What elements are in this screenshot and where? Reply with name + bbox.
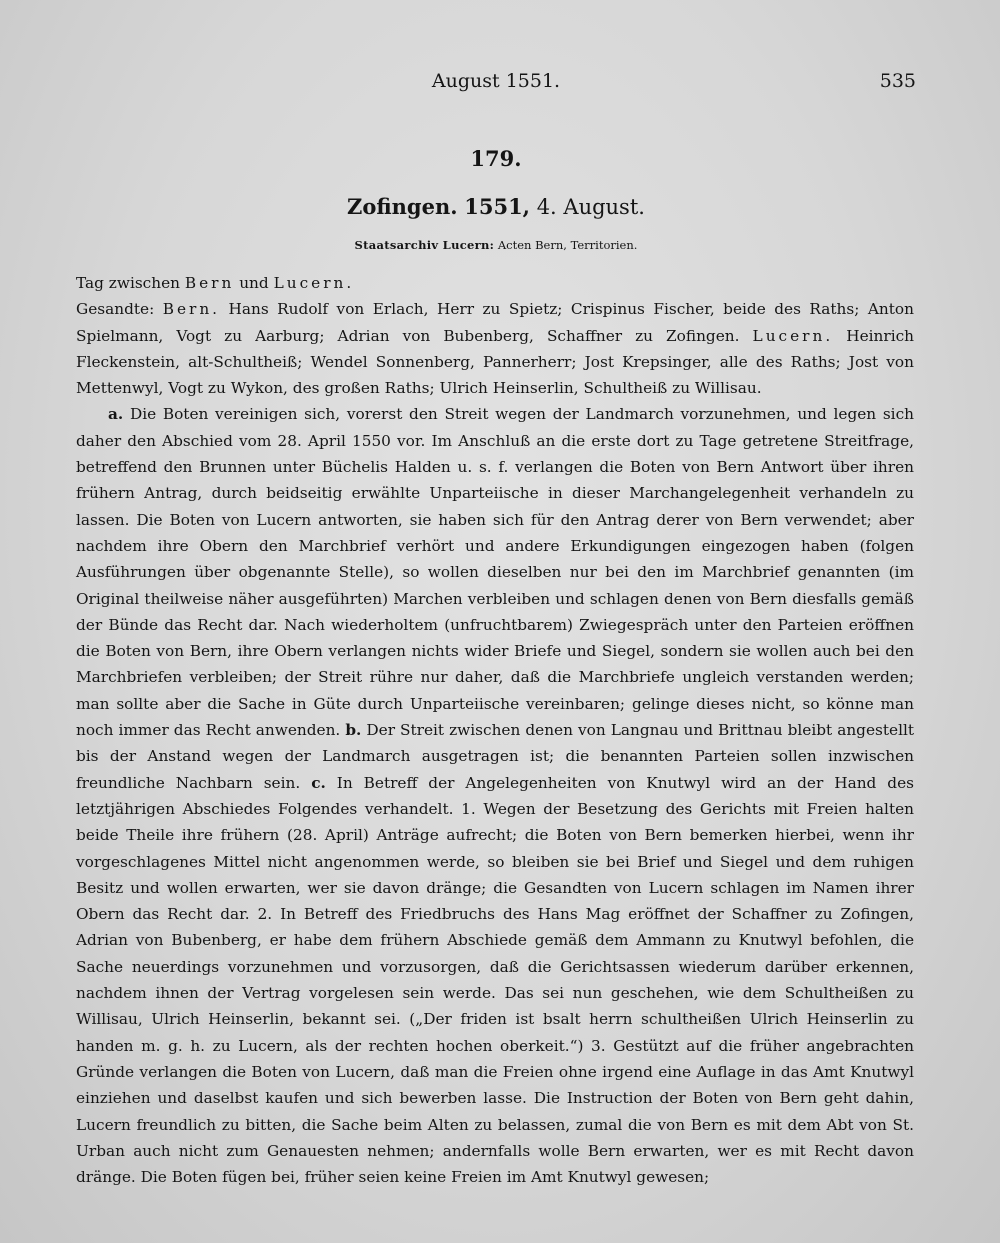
document-date: 4. August.: [536, 195, 645, 219]
document-body: [76, 270, 914, 1190]
intro-line: [76, 270, 914, 296]
section-a-text: Die Boten vereinigen sich, vorerst den Streit wegen der Landmarch vorzunehmen, und legen sich daher den Abschied vom 28. April 1550 vor. Im Anschluß an die erste dort zu Tage getretene Streitfrage, betreffend den Brunnen unter Büchelis Halden u. s. f. verlangen die Boten von Bern Antwort über ihren frühern Antrag, durch beidseitig erwählte Unparteiische in dieser Marchangelegenheit verhandeln zu lassen. Die Boten von Lucern antworten, sie haben sich für den Antrag derer von Bern verwendet; aber nachdem ihre Obern den Marchbrief verhört und andere Erkundigungen eingezogen haben (folgen Ausführungen über obgenannte Stelle), so wollen dieselben nur bei den im Marchbrief genannten (im Original theilweise näher ausgeführten) Marchen verbleiben und schlagen denen von Bern diesfalls gemäß der Bünde das Recht dar. Nach wiederholtem (unfruchtbarem) Zwiegespräch unter den Parteien eröffnen die Boten von Bern, ihre Obern verlangen nichts wider Briefe und Siegel, sondern sie wollen auch bei den Marchbriefen verbleiben; der Streit rühre nur daher, daß die Marchbriefe ungleich verstanden werden; man sollte aber die Sache in Güte durch Unparteiische vereinbaren; gelinge dieses nicht, so könne man noch immer das Recht anwenden.: [76, 405, 914, 740]
source-archive: Staatsarchiv Lucern:: [354, 238, 495, 252]
intro-end: .: [346, 274, 352, 292]
section-marker-c: c.: [311, 773, 326, 792]
section-marker-a: a.: [108, 405, 124, 424]
envoys-bern-text: Hans Rudolf von Erlach, Herr zu Spietz; Crispinus Fischer, beide des Raths; Anton Spielmann, Vogt zu Aarburg; Adrian von Bubenberg, Schaffner zu Zofingen.: [76, 300, 914, 345]
envoys-paragraph: [76, 296, 914, 401]
document-place: Zofingen.: [347, 194, 458, 219]
document-title: [76, 194, 916, 219]
envoys-bern-label: Bern.: [162, 300, 221, 319]
section-marker-b: b.: [345, 721, 362, 740]
envoys-lucern-label: Lucern.: [752, 326, 834, 345]
intro-lucern: Lucern: [273, 274, 347, 292]
envoys-pre: Gesandte:: [76, 300, 163, 319]
page-number: 535: [879, 70, 916, 92]
running-head-title: August 1551.: [431, 70, 561, 92]
intro-mid: und: [234, 274, 274, 292]
document-number: 179.: [470, 146, 522, 171]
section-b-text: Der Streit zwischen denen von Langnau und Brittnau bleibt angestellt bis der Anstand wegen der Landmarch ausgetragen ist; die benannten Parteien sollen inzwischen freundliche Nachbarn sein.: [76, 721, 914, 792]
source-detail: Acten Bern, Territorien.: [497, 238, 638, 252]
running-head: [76, 70, 916, 100]
main-paragraph: [76, 401, 914, 1190]
section-c-text: In Betreff der Angelegenheiten von Knutwyl wird an der Hand des letztjährigen Abschiedes Folgendes verhandelt. 1. Wegen der Besetzung des Gerichts mit Freien halten beide Theile ihre frühern (28. April) Anträge aufrecht; die Boten von Bern bemerken hierbei, wenn ihr vorgeschlagenes Mittel nicht angenommen werde, so bleiben sie bei Brief und Siegel und dem ruhigen Besitz und wollen erwarten, wer sie davon dränge; die Gesandten von Lucern schlagen im Namen ihrer Obern das Recht dar. 2. In Betreff des Friedbruchs des Hans Mag eröffnet der Schaffner zu Zofingen, Adrian von Bubenberg, er habe dem frühern Abschiede gemäß dem Ammann zu Knutwyl befohlen, die Sache neuerdings vorzunehmen und vorzusorgen, daß die Gerichtsassen wiederum darüber erkennen, nachdem ihnen der Vertrag vorgelesen sein werde. Das sei nun geschehen, wie dem Schultheißen zu Willisau, Ulrich Heinserlin, bekannt sei. („Der friden ist bsalt herrn schultheißen Ulrich Heinserlin zu handen m. g. h. zu Lucern, als der rechten hochen oberkeit.“) 3. Gestützt auf die früher angebrachten Gründe verlangen die Boten von Lucern, daß man die Freien ohne irgend eine Auflage in das Amt Knutwyl einziehen und daselbst kaufen und sich bewerben lasse. Die Instruction der Boten von Bern geht dahin, Lucern freundlich zu bitten, die Sache beim Alten zu belassen, zumal die von Bern es mit dem Abt von St. Urban auch nicht zum Genauesten nehmen; andernfalls wolle Bern erwarten, wer es mit Recht davon dränge. Die Boten fügen bei, früher seien keine Freien im Amt Knutwyl gewesen;: [76, 773, 914, 1187]
document-year: 1551,: [464, 194, 530, 219]
intro-bern: Bern: [184, 274, 235, 292]
intro-pre: Tag zwischen: [76, 274, 185, 292]
source-citation: [76, 238, 916, 252]
envoys-lucern-text: Heinrich Fleckenstein, alt-Schultheiß; Wendel Sonnenberg, Pannerherr; Jost Krepsinger, alle des Raths; Jost von Mettenwyl, Vogt zu Wykon, des großen Raths; Ulrich Heinserlin, Schultheiß zu Willisau.: [76, 326, 914, 398]
